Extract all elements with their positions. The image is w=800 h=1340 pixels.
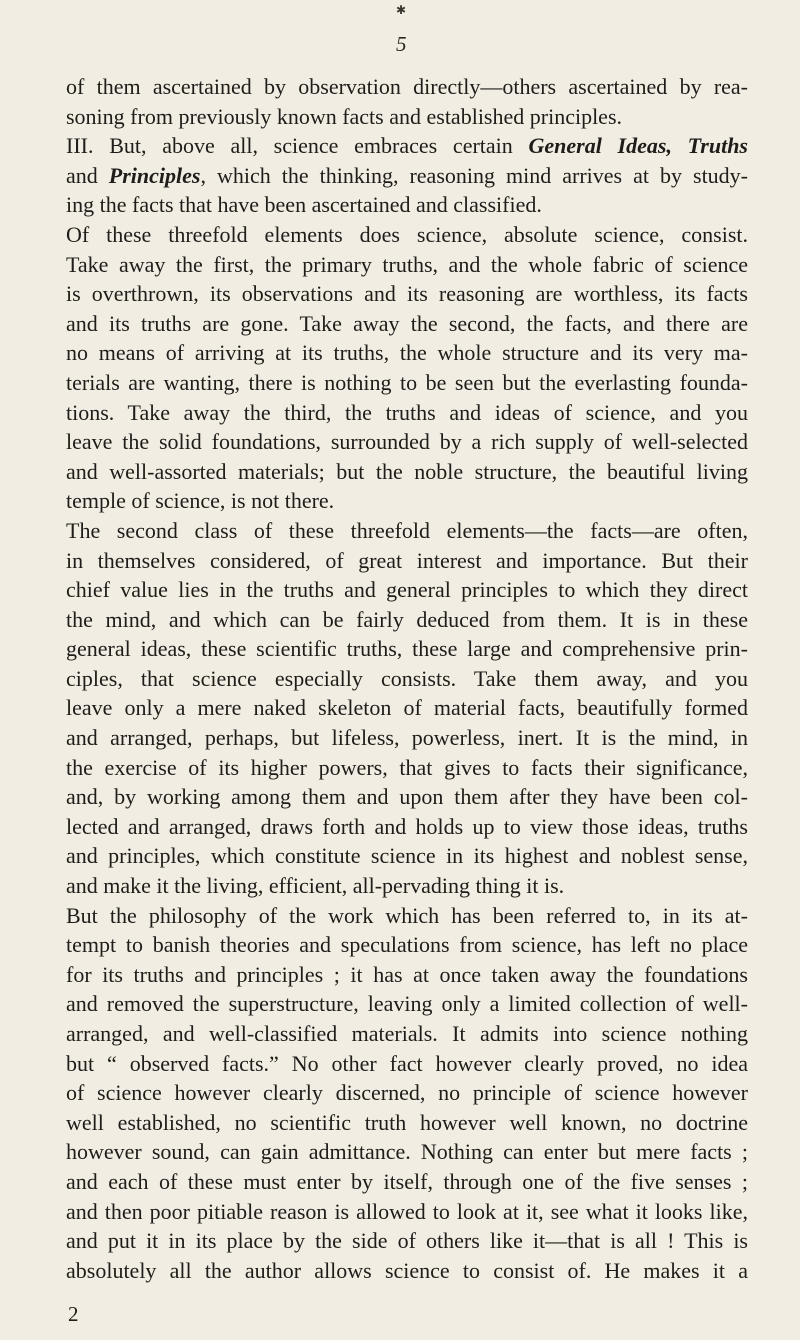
text-line: however sound, can gain admittance. Nothing can enter but mere facts ; xyxy=(66,1139,748,1165)
text-line: and, by working among them and upon them after they have been col- xyxy=(66,784,748,810)
text-line: and Principles, which the thinking, reasoning mind arrives at by study- xyxy=(66,162,749,188)
text-line: and then poor pitiable reason is allowed to look at it, see what it looks like, xyxy=(66,1198,748,1224)
text-line: and removed the superstructure, leaving only a limited collection of well- xyxy=(66,991,748,1017)
text-line: But the philosophy of the work which has been referred to, in its at- xyxy=(66,902,748,928)
text-line: well established, no scientific truth however well known, no doctrine xyxy=(66,1109,748,1135)
text-line: and make it the living, efficient, all-pervading thing it is. xyxy=(66,873,565,899)
page-body-text xyxy=(66,72,748,1285)
text-line: and put it in its place by the side of others like it—that is all ! This is xyxy=(66,1228,748,1254)
page-number: 5 xyxy=(396,32,407,56)
italic-emphasis: General Ideas, Truths xyxy=(528,133,748,159)
italic-emphasis: Principles xyxy=(108,162,201,188)
signature-mark: 2 xyxy=(68,1302,79,1326)
text-line: the mind, and which can be fairly deduced from them. It is in these xyxy=(66,606,748,632)
text-line: soning from previously known facts and established principles. xyxy=(66,103,623,129)
text-line: lected and arranged, draws forth and holds up to view those ideas, truths xyxy=(66,813,748,839)
text-line: Take away the first, the primary truths, and the whole fabric of science xyxy=(66,251,748,277)
text-line: is overthrown, its observations and its reasoning are worthless, its facts xyxy=(66,281,748,307)
text-line: terials are wanting, there is nothing to be seen but the everlasting founda- xyxy=(66,369,748,395)
text-line: but “ observed facts.” No other fact however clearly proved, no idea xyxy=(66,1050,748,1076)
text-line: temple of science, is not there. xyxy=(66,488,335,514)
text-line: tempt to banish theories and speculations from science, has left no place xyxy=(66,932,748,958)
text-line: and well-assorted materials; but the noble structure, the beautiful living xyxy=(66,458,748,484)
text-line: and arranged, perhaps, but lifeless, powerless, inert. It is the mind, in xyxy=(66,725,748,751)
text-line: the exercise of its higher powers, that gives to facts their significance, xyxy=(66,754,748,780)
text-line: general ideas, these scientific truths, these large and comprehensive prin- xyxy=(66,636,748,662)
text-line: The second class of these threefold elements—the facts—are often, xyxy=(66,517,748,543)
text-line: no means of arriving at its truths, the whole structure and its very ma- xyxy=(66,340,748,366)
text-line: ing the facts that have been ascertained and classified. xyxy=(66,192,542,218)
text-line: and each of these must enter by itself, through one of the five senses ; xyxy=(66,1168,748,1194)
text-line: tions. Take away the third, the truths and ideas of science, and you xyxy=(66,399,748,425)
text-line: III. But, above all, science embraces certain General Ideas, Truths xyxy=(66,133,748,159)
text-line: in themselves considered, of great interest and importance. But their xyxy=(66,547,748,573)
text-line: for its truths and principles ; it has at once taken away the foundations xyxy=(66,961,748,987)
text-line: chief value lies in the truths and general principles to which they direct xyxy=(66,577,748,603)
text-line: Of these threefold elements does science, absolute science, consist. xyxy=(66,221,748,247)
text-line: absolutely all the author allows science to consist of. He makes it a xyxy=(66,1257,748,1283)
text-line: leave the solid foundations, surrounded by a rich supply of well-selected xyxy=(66,429,748,455)
text-line: leave only a mere naked skeleton of material facts, beautifully formed xyxy=(66,695,748,721)
text-line: arranged, and well-classified materials. It admits into science nothing xyxy=(66,1021,748,1046)
text-line: and its truths are gone. Take away the second, the facts, and there are xyxy=(66,310,748,336)
text-line: and principles, which constitute science in its highest and noblest sense, xyxy=(66,843,748,869)
stray-ink-mark: ✱ xyxy=(396,3,407,17)
text-line: of them ascertained by observation directly—others ascertained by rea- xyxy=(66,74,748,99)
text-line: of science however clearly discerned, no principle of science however xyxy=(66,1080,748,1106)
text-line: ciples, that science especially consists. Take them away, and you xyxy=(66,665,748,691)
